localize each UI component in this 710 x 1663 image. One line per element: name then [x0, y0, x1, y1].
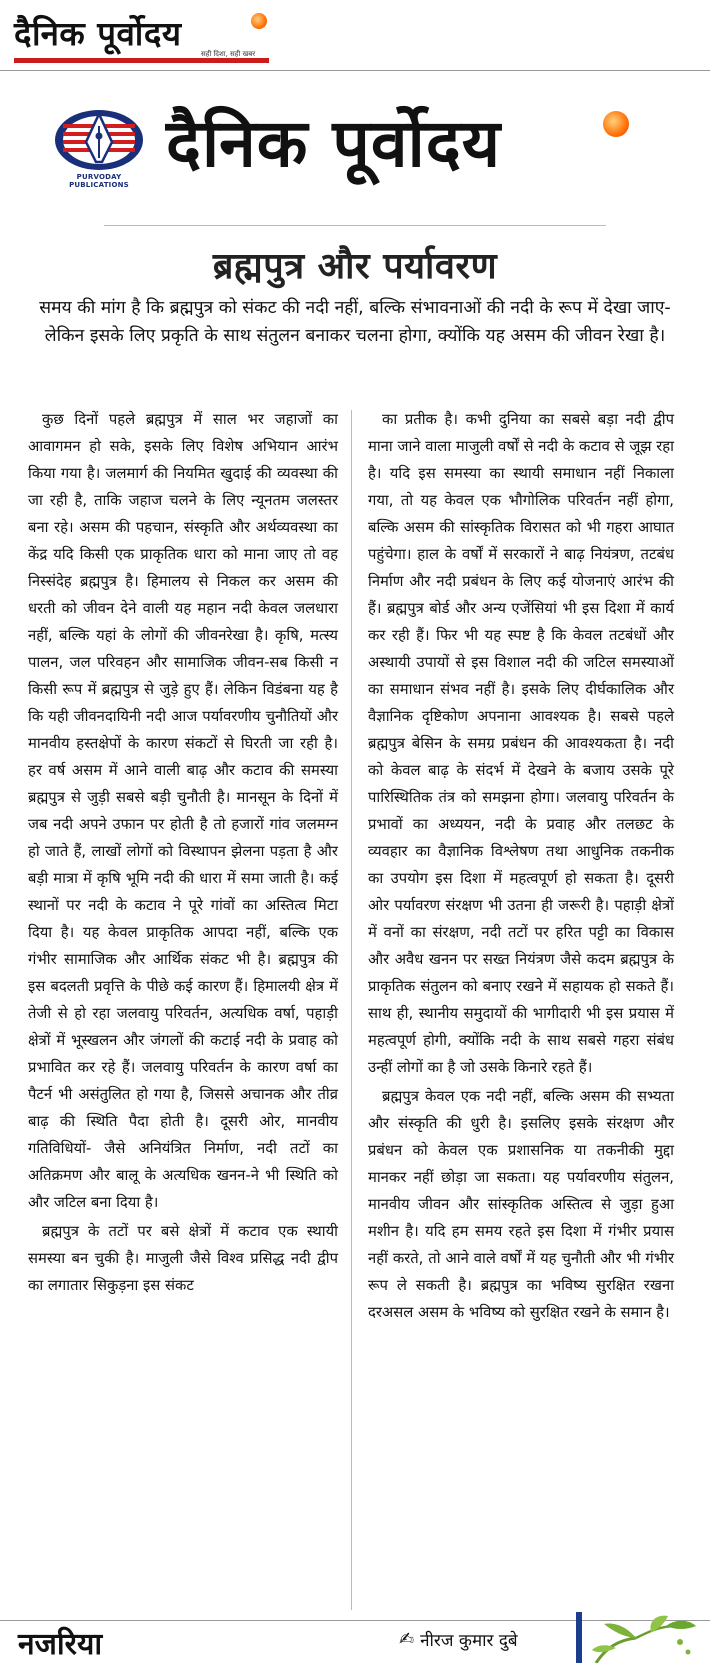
article-paragraph: ब्रह्मपुत्र के तटों पर बसे क्षेत्रों में कटाव एक स्थायी समस्या बन चुकी है। माजुली जैसे विश्व प्रसिद्ध नदी द्वीप का लगातार सिकुड़ना इस संकट: [28, 1223, 338, 1294]
masthead-tagline: सही दिशा, सही खबर: [201, 50, 256, 58]
author-name: नीरज कुमार दुबे: [420, 1631, 518, 1651]
plant-decoration: [576, 1612, 710, 1663]
headline-divider: [104, 225, 606, 226]
plant-icon: [576, 1612, 710, 1663]
article-paragraph: कुछ दिनों पहले ब्रह्मपुत्र में साल भर जहाजों का आवागमन हो सके, इसके लिए विशेष अभियान आरंभ किया गया है। जलमार्ग की नियमित खुदाई की व्यवस्था की जा रही है, ताकि जहाज चलने के लिए न्यूनतम जलस्तर बना रहे। असम की पहचान, संस्कृति और अर्थव्यवस्था का केंद्र यदि किसी एक प्राकृतिक धारा को माना जाए तो वह निस्संदेह ब्रह्मपुत्र है। हिमालय से निकल कर असम की धरती को जीवन देने वाली यह महान नदी केवल जलधारा नहीं, बल्कि यहां के लोगों की जीवनरेखा है। कृषि, मत्स्य पालन, जल परिवहन और सामाजिक जीवन-सब किसी न किसी रूप में ब्रह्मपुत्र से जुड़े हुए हैं। लेकिन विडंबना यह है कि यही जीवनदायिनी नदी आज पर्यावरणीय चुनौतियों और मानवीय हस्तक्षेपों के कारण संकटों से घिरती जा रही है। हर वर्ष असम में आने वाली बाढ़ और कटाव की समस्या ब्रह्मपुत्र से जुड़ी सबसे बड़ी चुनौती है। मानसून के दिनों में जब नदी अपने उफान पर होती है तो हजारों गांव जलमग्न हो जाते हैं, लाखों लोगों को विस्थापन झेलना पड़ता है और बड़ी मात्रा में कृषि भूमि नदी की धारा में समा जाती है। कई स्थानों पर नदी के कटाव ने पूरे गांवों का अस्तित्व मिटा दिया है। यह केवल प्राकृतिक आपदा नहीं, बल्कि एक गंभीर सामाजिक और आर्थिक संकट भी है। ब्रह्मपुत्र की इस बदलती प्रवृत्ति के पीछे कई कारण हैं। हिमालयी क्षेत्र में तेजी से हो रहा जलवायु परिवर्तन, अत्यधिक वर्षा, पहाड़ी क्षेत्रों में भूस्खलन और जंगलों की कटाई नदी के प्रवाह को प्रभावित कर रहे हैं। जलवायु परिवर्तन के कारण वर्षा का पैटर्न भी असंतुलित हो गया है, जिससे अचानक और तीव्र बाढ़ की स्थिति पैदा होती है। दूसरी ओर, मानवीय गतिविधियों- जैसे अनियंत्रित निर्माण, नदी तटों का अतिक्रमण और बालू के अत्यधिक खनन-ने भी स्थिति को और जटिल बना दिया है।: [28, 411, 338, 1211]
article-paragraph: का प्रतीक है। कभी दुनिया का सबसे बड़ा नदी द्वीप माना जाने वाला माजुली वर्षों से नदी के कटाव से जूझ रहा है। यदि इस समस्या का स्थायी समाधान नहीं निकाला गया, तो यह केवल एक भौगोलिक परिवर्तन नहीं होगा, बल्कि असम की सांस्कृतिक विरासत को भी गहरा आघात पहुंचेगा। हाल के वर्षों में सरकारों ने बाढ़ नियंत्रण, तटबंध निर्माण और नदी प्रबंधन के लिए कई योजनाएं आरंभ की हैं। ब्रह्मपुत्र बोर्ड और अन्य एजेंसियां भी इस दिशा में कार्य कर रही हैं। फिर भी यह स्पष्ट है कि केवल तटबंधों और अस्थायी उपायों से इस विशाल नदी की जटिल समस्याओं का समाधान संभव नहीं है। इसके लिए दीर्घकालिक और वैज्ञानिक दृष्टिकोण अपनाना आवश्यक है। सबसे पहले ब्रह्मपुत्र बेसिन के समग्र प्रबंधन की आवश्यकता है। नदी को केवल बाढ़ के संदर्भ में देखने के बजाय उसके पूरे पारिस्थितिक तंत्र को समझना होगा। जलवायु परिवर्तन के प्रभावों का अध्ययन, नदी के प्रवाह और तलछट के व्यवहार का वैज्ञानिक विश्लेषण तथा आधुनिक तकनीक का उपयोग इस दिशा में महत्वपूर्ण हो सकता है। दूसरी ओर पर्यावरण संरक्षण भी उतना ही जरूरी है। पहाड़ी क्षेत्रों में वनों का संरक्षण, नदी तटों पर हरित पट्टी का विकास और अवैध खनन पर सख्त नियंत्रण जैसे कदम ब्रह्मपुत्र के प्राकृतिक संतुलन को बनाए रखने में सहायक हो सकते हैं। साथ ही, स्थानीय समुदायों की भागीदारी भी इस प्रयास में महत्वपूर्ण होगी, क्योंकि नदी के साथ सबसे गहरा संबंध उन्हीं लोगों का है जो उसके किनारे रहते हैं।: [368, 411, 674, 1076]
article-column-right: [368, 406, 674, 1326]
pen-icon: ✍: [399, 1629, 415, 1650]
sun-icon: [251, 13, 267, 29]
sun-icon: [603, 111, 629, 137]
article-deck: समय की मांग है कि ब्रह्मपुत्र को संकट की नदी नहीं, बल्कि संभावनाओं की नदी के रूप में देखा जाए-लेकिन इसके लिए प्रकृति के साथ संतुलन बनाकर चलना होगा, क्योंकि यह असम की जीवन रेखा है।: [39, 298, 671, 346]
publication-logo: [50, 106, 148, 191]
column-divider: [351, 410, 352, 1610]
pen-nib-icon: [50, 106, 148, 176]
masthead: [0, 0, 710, 71]
article-headline: ब्रह्मपुत्र और पर्यावरण: [212, 246, 498, 287]
article-column-left: [28, 406, 338, 1299]
section-name: नजरिया: [18, 1627, 103, 1662]
author-byline: [399, 1628, 518, 1651]
newspaper-title: दैनिक पूर्वोदय: [166, 105, 502, 182]
masthead-accent-line: [14, 58, 269, 63]
logo-text: PURVODAY PUBLICATIONS: [69, 173, 129, 189]
decor-bar: [576, 1612, 582, 1663]
article-paragraph: ब्रह्मपुत्र केवल एक नदी नहीं, बल्कि असम की सभ्यता और संस्कृति की धुरी है। इसलिए इसके संरक्षण और प्रबंधन को केवल एक प्रशासनिक या तकनीकी मुद्दा मानकर नहीं छोड़ा जा सकता। यह पर्यावरणीय संतुलन, मानवीय जीवन और सांस्कृतिक अस्तित्व से जुड़ा हुआ मशीन है। यदि हम समय रहते इस दिशा में गंभीर प्रयास नहीं करते, तो आने वाले वर्षों में यह चुनौती और भी गंभीर रूप ले सकती है। ब्रह्मपुत्र का भविष्य सुरक्षित रखना दरअसल असम के भविष्य को सुरक्षित रखने के समान है।: [368, 1088, 674, 1321]
masthead-title: दैनिक पूर्वोदय: [14, 14, 182, 53]
